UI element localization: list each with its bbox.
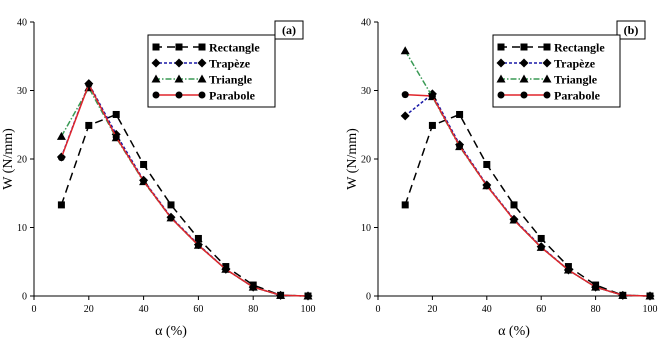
data-point [140, 161, 147, 168]
legend-entry-label: Trapèze [209, 56, 251, 71]
y-tick-label: 40 [17, 17, 27, 29]
x-tick-label: 40 [481, 304, 492, 315]
data-point [85, 122, 92, 129]
y-tick-label: 20 [361, 154, 371, 166]
series-rectangle [58, 111, 312, 300]
x-tick-label: 100 [642, 304, 658, 315]
series-line [61, 84, 308, 296]
legend-marker [153, 44, 160, 51]
series-line [405, 115, 650, 297]
data-point [401, 111, 410, 120]
legend-entry-label: Triangle [554, 72, 598, 87]
series-line [61, 115, 308, 297]
chart-panel-b [345, 18, 658, 338]
x-tick-label: 40 [138, 304, 149, 315]
data-point [511, 201, 518, 208]
legend-marker [498, 92, 505, 99]
data-point [456, 142, 463, 149]
data-point [168, 214, 175, 221]
chart-panel-a [1, 18, 316, 338]
legend-entry-label: Trapèze [554, 56, 596, 71]
series-line [61, 84, 308, 296]
data-point [619, 292, 626, 299]
data-point [565, 266, 572, 273]
x-tick-label: 20 [83, 304, 94, 315]
x-tick-label: 80 [248, 304, 259, 315]
series-parabole [58, 81, 312, 300]
legend-marker [498, 44, 505, 51]
data-point [538, 244, 545, 251]
data-point [85, 81, 92, 88]
data-point [429, 92, 436, 99]
x-tick-label: 80 [590, 304, 601, 315]
series-trapze [57, 79, 313, 300]
series-line [405, 94, 650, 296]
y-tick-label: 20 [17, 154, 27, 166]
data-point [113, 111, 120, 118]
data-point [647, 293, 654, 300]
data-point [277, 292, 284, 299]
legend-marker [199, 44, 206, 51]
legend-marker [521, 44, 528, 51]
x-tick-label: 20 [427, 304, 438, 315]
data-point [483, 161, 490, 168]
legend-entry-label: Parabole [209, 88, 255, 103]
y-tick-label: 10 [361, 223, 371, 234]
data-point [168, 201, 175, 208]
legend-marker [544, 92, 551, 99]
data-point [250, 284, 257, 291]
x-tick-label: 60 [193, 304, 204, 315]
data-point [140, 177, 147, 184]
y-axis-label: W (N/mm) [1, 128, 16, 190]
series-rectangle [402, 111, 654, 300]
data-point [456, 111, 463, 118]
data-point [113, 134, 120, 141]
data-point [538, 235, 545, 242]
series-line [405, 95, 650, 296]
legend-marker [176, 44, 183, 51]
legend-marker [521, 92, 528, 99]
x-tick-label: 0 [31, 304, 37, 315]
data-point [222, 266, 229, 273]
y-tick-label: 0 [366, 291, 371, 303]
data-point [401, 46, 410, 54]
data-point [429, 122, 436, 129]
x-tick-label: 0 [375, 304, 381, 315]
legend-entry-label: Triangle [209, 72, 253, 87]
y-tick-label: 30 [17, 86, 27, 97]
data-point [305, 293, 312, 300]
x-tick-label: 60 [536, 304, 547, 315]
legend [148, 35, 275, 107]
data-point [57, 132, 66, 140]
legend-entry-label: Rectangle [209, 40, 260, 55]
series-line [61, 88, 308, 296]
y-tick-label: 0 [22, 291, 27, 303]
x-tick-label: 100 [300, 304, 316, 315]
series-triangle [57, 83, 313, 299]
panel-label: (a) [282, 23, 296, 37]
y-tick-label: 30 [361, 86, 371, 97]
y-tick-label: 40 [361, 17, 371, 29]
legend [493, 35, 620, 107]
x-axis-label: α (%) [498, 324, 530, 338]
x-axis-label: α (%) [155, 324, 187, 338]
data-point [511, 216, 518, 223]
data-point [58, 154, 65, 161]
data-point [195, 242, 202, 249]
y-axis-label: W (N/mm) [345, 128, 360, 190]
legend-marker [199, 92, 206, 99]
legend-entry-label: Rectangle [554, 40, 605, 55]
legend-marker [176, 92, 183, 99]
legend-marker [544, 44, 551, 51]
data-point [592, 284, 599, 291]
data-point [483, 182, 490, 189]
legend-entry-label: Parabole [554, 88, 600, 103]
legend-marker [153, 92, 160, 99]
y-tick-label: 10 [17, 223, 27, 234]
series-trapze [401, 89, 655, 300]
data-point [402, 201, 409, 208]
data-point [402, 91, 409, 98]
data-point [58, 201, 65, 208]
panel-label: (b) [623, 23, 639, 37]
